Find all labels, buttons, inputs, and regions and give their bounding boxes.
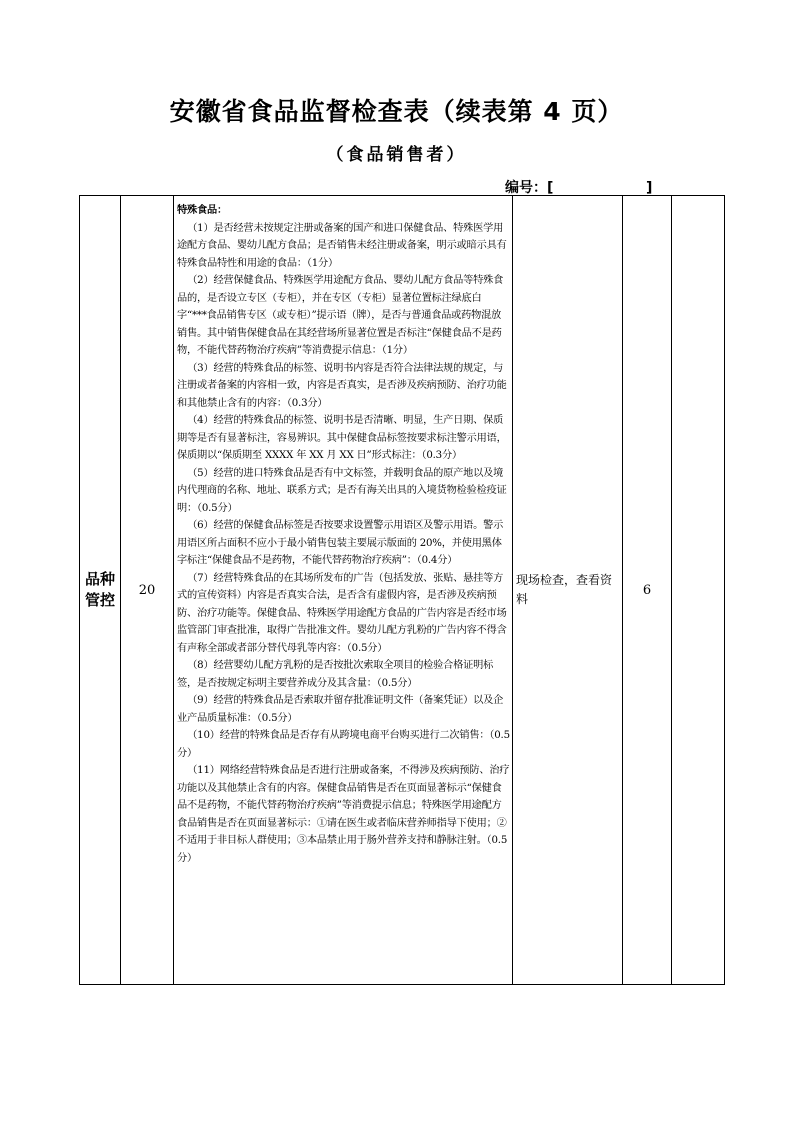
content-item-7: （7）经营特殊食品的在其场所发布的广告（包括发放、张贴、悬挂等方式的宣传资料）内容是否真实合法，是否含有虚假内容，是否涉及疾病预防、治疗功能等。保健食品、特殊医学用途配方食品的广告内容是否经市场监管部门审查批准，取得广告批准文件。婴幼儿配方乳粉的广告内容不得含有声称全部或者部分替代母乳等内容：（0.5分） (177, 572, 507, 654)
content-item-3: （3）经营的特殊食品的标签、说明书内容是否符合法律法规的规定，与注册或者备案的内容相一致，内容是否真实，是否涉及疾病预防、治疗功能和其他禁止含有的内容：（0.3分） (177, 362, 507, 409)
remark-cell (672, 196, 725, 985)
inspection-method: 现场检查，查看资料 (516, 573, 613, 606)
content-heading: 特殊食品： (177, 205, 227, 216)
content-item-4: （4）经营的特殊食品的标签、说明书是否清晰、明显，生产日期、保质期等是否有显著标注，容易辨识。其中保健食品标签按要求标注警示用语，保质期以“保质期至 XXXX 年 XX 月 XX 日”形式标注：（0.3分） (177, 415, 507, 461)
page-subtitle: （食品销售者） (326, 145, 467, 165)
score-value: 20 (138, 582, 156, 598)
points-cell (623, 196, 672, 985)
table-row (80, 196, 725, 985)
content-item-10: （10）经营的特殊食品是否存有从跨境电商平台购买进行二次销售：（0.5分） (177, 730, 510, 759)
category-label: 品种管控 (84, 570, 115, 609)
form-number-label: 编号：[ ] (505, 180, 653, 196)
inspection-table (79, 195, 725, 985)
page-title: 安徽省食品监督检查表（续表第 4 页） (169, 97, 624, 126)
content-item-11: （11）网络经营特殊食品是否进行注册或备案，不得涉及疾病预防、治疗功能以及其他禁止含有的内容。保健食品销售是否在页面显著标示“保健食品不是药物，不能代替药物治疗疾病”等消费提示信息；特殊医学用途配方食品销售是否在页面显著标示：①请在医生或者临床营养师指导下使用；②不适用于非目标人群使用；③本品禁止用于肠外营养支持和静脉注射。（0.5分） (177, 765, 510, 864)
content-item-2: （2）经营保健食品、特殊医学用途配方食品、婴幼儿配方食品等特殊食品的，是否设立专区（专柜），并在专区（专柜）显著位置标注绿底白字“***食品销售专区（或专柜）”提示语（牌），是否与普通食品或药物混放销售。其中销售保健食品在其经营场所显著位置是否标注“保健食品不是药物，不能代替药物治疗疾病”等消费提示信息：（1分） (177, 275, 504, 356)
category-cell (80, 196, 121, 985)
content-item-6: （6）经营的保健食品标签是否按要求设置警示用语区及警示用语。警示用语区所占面积不应小于最小销售包装主要展示版面的 20%，并使用黑体字标注“保健食品不是药物，不能代替药物治疗疾病”：（0.4分） (177, 520, 504, 566)
content-item-8: （8）经营婴幼儿配方乳粉的是否按批次索取全项目的检验合格证明标签，是否按规定标明主要营养成分及其含量：（0.5分） (177, 660, 494, 689)
content-item-5: （5）经营的进口特殊食品是否有中文标签，并载明食品的原产地以及境内代理商的名称、地址、联系方式；是否有海关出具的入境货物检验检疫证明：（0.5分） (177, 467, 507, 514)
content-cell (174, 196, 513, 985)
content-item-1: （1）是否经营未按规定注册或备案的国产和进口保健食品、特殊医学用途配方食品、婴幼儿配方食品；是否销售未经注册或备案，明示或暗示具有特殊食品特性和用途的食品：（1分） (177, 222, 507, 269)
points-value: 6 (642, 582, 652, 598)
content-item-9: （9）经营的特殊食品是否索取并留存批准证明文件（备案凭证）以及企业产品质量标准：（0.5分） (177, 695, 504, 724)
score-cell (121, 196, 174, 985)
method-cell (513, 196, 623, 985)
